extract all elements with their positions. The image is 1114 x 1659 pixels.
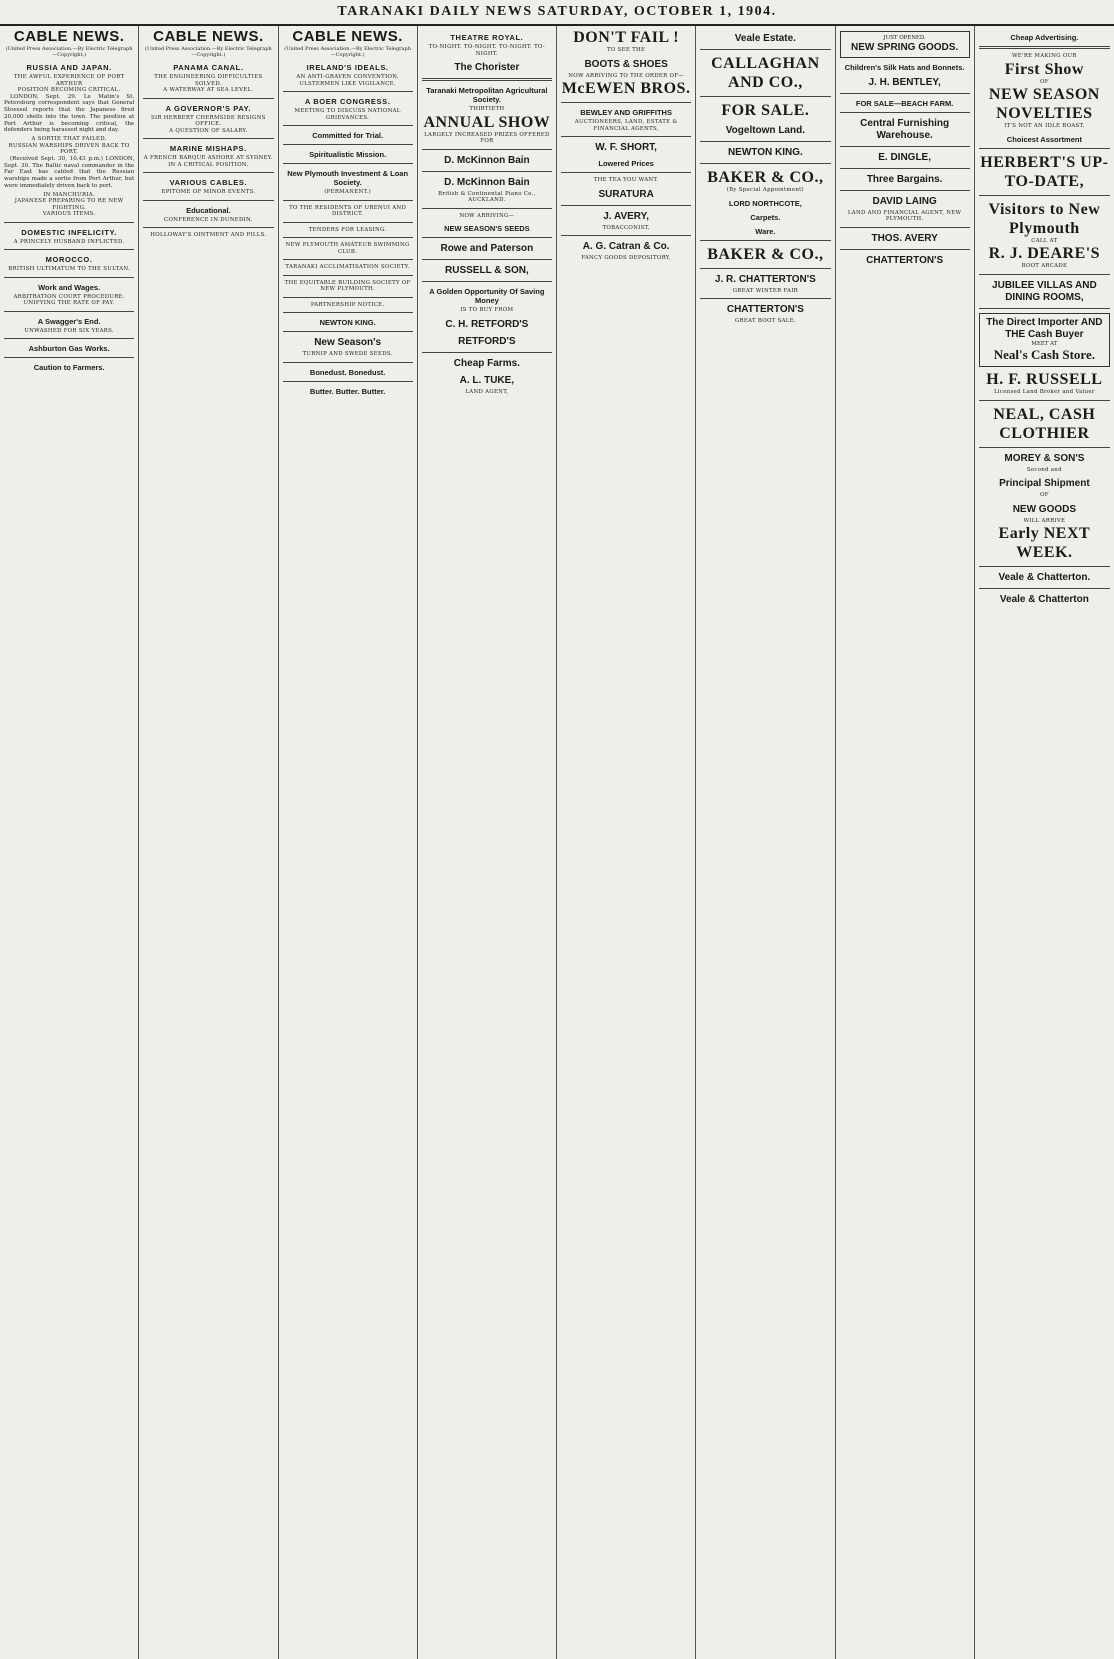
subheading: BOOT ARCADE bbox=[1021, 263, 1068, 269]
headline: Work and Wages. bbox=[38, 282, 101, 292]
subheading: BRITISH ULTIMATUM TO THE SULTAN. bbox=[8, 266, 131, 273]
headline: Cheap Farms. bbox=[453, 357, 520, 369]
headline: Carpets. bbox=[750, 212, 781, 222]
headline: Vogeltown Land. bbox=[725, 125, 805, 136]
headline: VARIOUS CABLES. bbox=[169, 178, 248, 187]
headline: Ashburton Gas Works. bbox=[28, 344, 110, 354]
headline: Principal Shipment bbox=[999, 478, 1090, 490]
subheading: FANCY GOODS DEPOSITORY, bbox=[581, 255, 671, 261]
subheading: OF bbox=[1039, 78, 1049, 85]
subheading: WILL ARRIVE bbox=[1023, 517, 1066, 524]
subheading: IN MANCHURIA. bbox=[43, 191, 95, 198]
subheading: CALL AT bbox=[1031, 237, 1058, 244]
headline: Visitors to New Plymouth bbox=[988, 200, 1101, 237]
headline: A Swagger's End. bbox=[37, 316, 101, 326]
headline: RUSSELL & SON, bbox=[445, 265, 529, 276]
headline: JUBILEE VILLAS AND DINING ROOMS, bbox=[992, 279, 1097, 303]
headline: Children's Silk Hats and Bonnets. bbox=[844, 62, 965, 72]
column-banner: CABLE NEWS. bbox=[13, 28, 125, 45]
subheading: IN A CRITICAL POSITION. bbox=[168, 161, 249, 168]
headline: Taranaki Metropolitan Agricultural Society. bbox=[426, 86, 548, 104]
headline: Veale & Chatterton. bbox=[998, 572, 1091, 584]
headline: C. H. RETFORD'S bbox=[445, 318, 529, 330]
headline: J. H. BENTLEY, bbox=[868, 76, 941, 88]
column-2 bbox=[139, 26, 278, 1659]
headline: FOR SALE—BEACH FARM. bbox=[855, 98, 954, 108]
headline: MOROCCO. bbox=[45, 255, 93, 265]
subheading: UNIFYING THE RATE OF PAY. bbox=[23, 300, 115, 307]
headline: Cheap Advertising. bbox=[1010, 33, 1079, 42]
headline: NEW SEASON NOVELTIES bbox=[988, 86, 1100, 122]
subheading: ULSTERMEN LIKE VIGILANCE. bbox=[299, 80, 396, 87]
subheading: (By Special Appointment) bbox=[726, 187, 804, 193]
subheading: LAND AGENT, bbox=[465, 388, 509, 395]
headline: RETFORD'S bbox=[458, 335, 516, 347]
newspaper-columns bbox=[0, 26, 1114, 1659]
headline: R. J. DEARE'S bbox=[988, 245, 1101, 262]
subheading: SIR HERBERT CHERMSIDE RESIGNS OFFICE. bbox=[150, 114, 266, 127]
headline: Early NEXT WEEK. bbox=[998, 525, 1091, 562]
headline: THOS. AVERY bbox=[871, 232, 938, 244]
subheading: Second and bbox=[1026, 466, 1062, 473]
headline: NEWTON KING. bbox=[319, 318, 376, 327]
headline: DAVID LAING bbox=[872, 195, 937, 207]
subheading: LARGELY INCREASED PRIZES OFFERED FOR bbox=[424, 131, 550, 144]
headline: First Show bbox=[1004, 60, 1084, 78]
headline: BEWLEY AND GRIFFITHS bbox=[580, 108, 672, 117]
subheading: A QUESTION OF SALARY. bbox=[169, 127, 248, 134]
headline: SURATURA bbox=[598, 188, 654, 200]
headline: HERBERT'S UP-TO-DATE, bbox=[980, 153, 1109, 190]
headline: CHATTERTON'S bbox=[866, 254, 944, 266]
annual-show-title: ANNUAL SHOW bbox=[423, 113, 551, 131]
headline: Ware. bbox=[755, 226, 776, 236]
subheading: THE TEA YOU WANT. bbox=[593, 177, 659, 183]
ad-title: The Direct Importer AND THE Cash Buyer bbox=[986, 316, 1103, 340]
headline: Lowered Prices bbox=[598, 159, 654, 168]
press-credit: (United Press Association.—By Electric Telegraph—Copyright.) bbox=[284, 46, 411, 58]
headline: New Plymouth Investment & Loan Society. bbox=[287, 169, 409, 187]
headline: Butter. Butter. Butter. bbox=[309, 386, 386, 396]
theatre-heading: THEATRE ROYAL. bbox=[450, 33, 524, 42]
headline: MOREY & SON'S bbox=[1004, 452, 1085, 464]
headline: PANAMA CANAL. bbox=[173, 63, 244, 72]
subheading: A PRINCELY HUSBAND INFLICTED. bbox=[13, 238, 125, 245]
subheading: MEETING TO DISCUSS NATIONAL GRIEVANCES. bbox=[294, 108, 401, 121]
subheading: TO SEE THE bbox=[607, 47, 646, 53]
ad-subheading: MEET AT bbox=[1031, 340, 1058, 347]
headline: H. F. RUSSELL bbox=[986, 371, 1103, 389]
headline: NEWTON KING. bbox=[727, 147, 803, 158]
subheading: TO-NIGHT. TO-NIGHT. TO-NIGHT. TO-NIGHT. bbox=[428, 44, 546, 57]
subheading: TO THE RESIDENTS OF URENUI AND DISTRICT. bbox=[289, 204, 407, 217]
headline: The Chorister bbox=[454, 62, 520, 73]
press-credit: (United Press Association.—By Electric Telegraph—Copyright.) bbox=[5, 46, 133, 58]
headline: BAKER & CO., bbox=[707, 245, 824, 263]
ad-title: NEW SPRING GOODS. bbox=[851, 41, 959, 53]
headline: Educational. bbox=[186, 205, 231, 215]
subheading: GREAT BOOT SALE. bbox=[734, 318, 796, 324]
masthead: TARANAKI DAILY NEWS SATURDAY, OCTOBER 1, 1904. bbox=[0, 0, 1114, 26]
subheading: LAND AND FINANCIAL AGENT, NEW PLYMOUTH. bbox=[847, 209, 962, 223]
headline: Choicest Assortment bbox=[1006, 134, 1082, 144]
headline: DON'T FAIL ! bbox=[573, 29, 680, 46]
subheading: PARTNERSHIP NOTICE. bbox=[310, 301, 385, 308]
column-1 bbox=[0, 26, 139, 1659]
headline: NEW SEASON'S SEEDS bbox=[444, 224, 530, 233]
column-3 bbox=[279, 26, 418, 1659]
subheading: (PERMANENT.) bbox=[324, 189, 371, 195]
headline: Central Furnishing Warehouse. bbox=[860, 117, 950, 141]
subheading: TOBACCONIST, bbox=[602, 224, 650, 231]
ad-subheading: JUST OPENED. bbox=[883, 35, 926, 41]
subheading: GREAT WINTER FAIR bbox=[732, 287, 799, 294]
advert-box bbox=[840, 31, 970, 58]
subheading: A SORTIE THAT FAILED. bbox=[31, 136, 107, 143]
subheading: EPITOME OF MINOR EVENTS. bbox=[161, 189, 256, 195]
subheading: RUSSIAN WARSHIPS DRIVEN BACK TO PORT. bbox=[8, 142, 130, 156]
headline: NEW GOODS bbox=[1012, 503, 1077, 515]
article-paragraph: (Received Sept. 30, 10.43 p.m.) LONDON, Sept. 30. The Baltic naval commander in the Far East has cabled that the Russian warships made a sortie from Port Arthur, but were immediately driven back to port. bbox=[4, 155, 135, 189]
subheading: POSITION BECOMING CRITICAL. bbox=[17, 87, 121, 93]
subheading: TURNIP AND SWEDE SEEDS. bbox=[302, 351, 393, 357]
subheading: AUCTIONEERS, LAND, ESTATE & FINANCIAL AGENTS, bbox=[574, 119, 678, 132]
press-credit: (United Press Association.—By Electric Telegraph—Copyright.) bbox=[145, 46, 272, 58]
ad-title: Neal's Cash Store. bbox=[993, 347, 1095, 363]
headline: Veale & Chatterton bbox=[999, 594, 1089, 606]
headline: Caution to Farmers. bbox=[33, 363, 105, 373]
headline: W. F. SHORT, bbox=[595, 142, 657, 153]
subheading: Licensed Land Broker and Valuer bbox=[993, 389, 1095, 396]
headline: BOOTS & SHOES bbox=[584, 58, 668, 70]
headline: NEAL, CASH CLOTHIER bbox=[993, 405, 1096, 442]
subheading: TARANAKI ACCLIMATISATION SOCIETY. bbox=[285, 264, 410, 270]
headline: LORD NORTHCOTE, bbox=[728, 198, 802, 208]
headline: McEWEN BROS. bbox=[561, 80, 691, 97]
headline: Veale Estate. bbox=[734, 33, 796, 44]
subheading: NEW PLYMOUTH AMATEUR SWIMMING CLUB. bbox=[285, 242, 410, 255]
subheading: A WATERWAY AT SEA LEVEL. bbox=[163, 87, 254, 93]
headline: IRELAND'S IDEALS. bbox=[306, 63, 389, 72]
headline: Rowe and Paterson bbox=[440, 243, 534, 254]
headline: A BOER CONGRESS. bbox=[304, 97, 391, 106]
column-7 bbox=[836, 26, 975, 1659]
subheading: TENDERS FOR LEASING. bbox=[308, 226, 387, 233]
subheading: NOW ARRIVING TO THE ORDER OF— bbox=[568, 72, 684, 79]
headline: CHATTERTON'S bbox=[726, 304, 804, 315]
headline: A GOVERNOR'S PAY. bbox=[165, 103, 252, 113]
subheading: THE AWFUL EXPERIENCE OF PORT ARTHUR bbox=[13, 74, 125, 87]
subheading: IT'S NOT AN IDLE BOAST. bbox=[1004, 123, 1085, 129]
headline: RUSSIA AND JAPAN. bbox=[26, 63, 112, 72]
subheading: THE EQUITABLE BUILDING SOCIETY OF NEW PLYMOUTH. bbox=[284, 279, 411, 292]
headline: New Season's bbox=[314, 337, 382, 348]
column-banner: CABLE NEWS. bbox=[153, 28, 264, 45]
advert-box bbox=[979, 313, 1110, 368]
column-4 bbox=[418, 26, 557, 1659]
headline: D. McKinnon Bain bbox=[444, 176, 530, 188]
subheading: AUCKLAND. bbox=[468, 197, 506, 203]
subheading: OF bbox=[1039, 492, 1049, 499]
headline: CALLAGHAN AND CO., bbox=[711, 55, 820, 91]
article-paragraph: LONDON, Sept. 29. Le Matin's St. Petersburg correspondent says that General Stoessel reports that the Japanese fired 20,000 shells into the town. The position at Port Arthur is becoming critical, the defenders being harassed night and day. bbox=[4, 93, 135, 134]
subheading: NOW ARRIVING— bbox=[459, 212, 515, 219]
headline: Spiritualistic Mission. bbox=[309, 150, 387, 159]
subheading: UNWASHED FOR SIX YEARS. bbox=[24, 327, 114, 334]
headline: MARINE MISHAPS. bbox=[169, 144, 247, 153]
headline: A Golden Opportunity Of Saving Money bbox=[429, 287, 545, 305]
subheading: British & Continental Piano Co., bbox=[438, 190, 536, 197]
subheading: THE ENGINEERING DIFFICULTIES SOLVED. bbox=[154, 74, 263, 87]
subheading: AN ANTI-GRAVEN CONVENTION. bbox=[296, 74, 399, 80]
subheading: A FRENCH BARQUE ASHORE AT SYDNEY. bbox=[143, 155, 273, 161]
column-6 bbox=[696, 26, 835, 1659]
subheading: IS TO BUY FROM bbox=[460, 307, 514, 313]
headline: E. DINGLE, bbox=[878, 151, 932, 163]
headline: A. G. Catran & Co. bbox=[582, 241, 670, 252]
column-8 bbox=[975, 26, 1114, 1659]
subheading: WE'RE MAKING OUR bbox=[1011, 53, 1077, 59]
headline: A. L. TUKE, bbox=[459, 374, 515, 386]
headline: J. AVERY, bbox=[603, 210, 649, 222]
subheading: JAPANESE PREPARING TO RE NEW FIGHTING. bbox=[14, 198, 124, 211]
subheading: ARBITRATION COURT PROCEDURE. bbox=[13, 293, 125, 300]
headline: FOR SALE. bbox=[721, 102, 810, 119]
column-banner: CABLE NEWS. bbox=[292, 28, 403, 45]
headline: Bonedust. Bonedust. bbox=[309, 367, 386, 377]
headline: J. R. CHATTERTON'S bbox=[714, 273, 816, 285]
subheading: THIRTIETH bbox=[469, 106, 505, 112]
headline: BAKER & CO., bbox=[707, 169, 824, 186]
headline: Committed for Trial. bbox=[312, 131, 384, 140]
column-5 bbox=[557, 26, 696, 1659]
subheading: CONFERENCE IN DUNEDIN. bbox=[164, 216, 253, 223]
headline: DOMESTIC INFELICITY. bbox=[21, 227, 117, 237]
headline: D. McKinnon Bain bbox=[444, 154, 530, 166]
subheading: VARIOUS ITEMS. bbox=[42, 211, 96, 218]
headline: Three Bargains. bbox=[866, 173, 943, 185]
subheading: HOLLOWAY'S OINTMENT AND PILLS. bbox=[150, 232, 267, 238]
